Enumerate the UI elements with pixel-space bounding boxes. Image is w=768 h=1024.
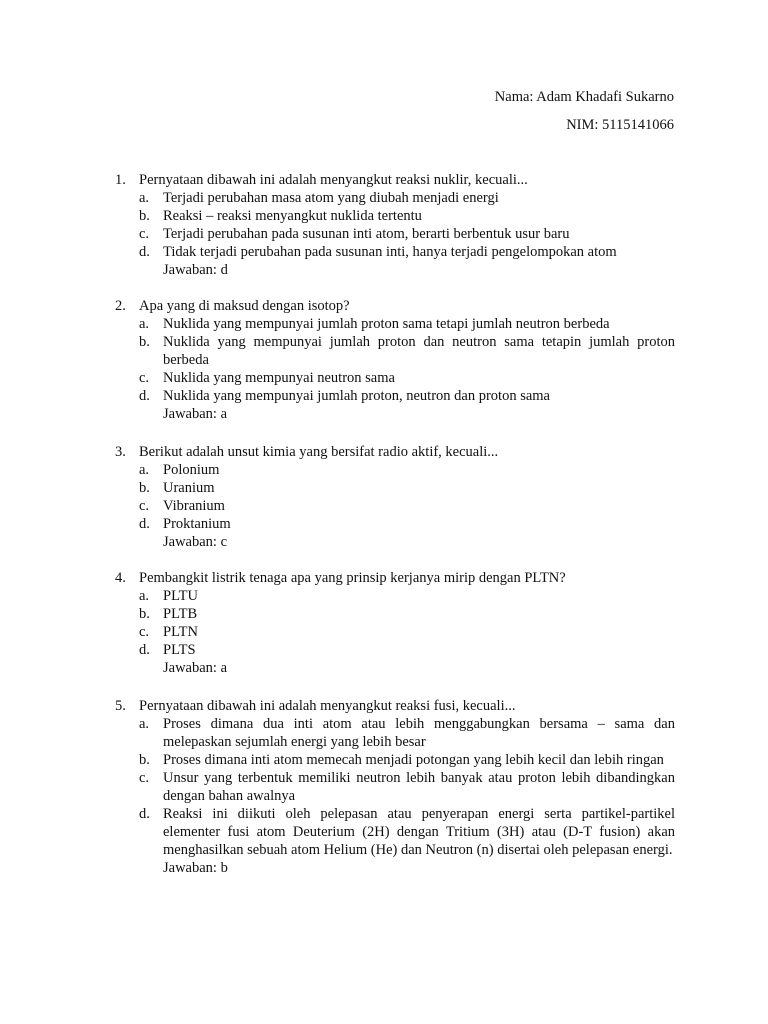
option-text: Unsur yang terbentuk memiliki neutron lebih banyak atau proton lebih dibandingkan dengan bahan awalnya [163, 770, 675, 804]
option-item [115, 387, 675, 405]
option-item [115, 515, 675, 533]
option-letter: a. [139, 588, 150, 604]
question-1 [115, 171, 675, 279]
option-letter: b. [139, 752, 150, 768]
option-letter: c. [139, 226, 150, 242]
option-item [115, 315, 675, 333]
option-letter: c. [139, 624, 150, 640]
option-letter: a. [139, 316, 150, 332]
option-item [115, 497, 675, 515]
option-text: Terjadi perubahan pada susunan inti atom, berarti berbentuk usur baru [163, 226, 570, 242]
option-list [115, 587, 675, 659]
option-letter: c. [139, 770, 150, 786]
question-row [115, 443, 675, 461]
answer-text: Jawaban: a [163, 406, 228, 422]
option-list [115, 315, 675, 405]
question-row [115, 171, 675, 189]
option-text: Nuklida yang mempunyai jumlah proton sama tetapi jumlah neutron berbeda [163, 316, 610, 332]
question-5 [115, 697, 675, 877]
option-letter: c. [139, 498, 150, 514]
option-letter: a. [139, 462, 150, 478]
student-name: Nama: Adam Khadafi Sukarno [494, 89, 674, 105]
question-text: Apa yang di maksud dengan isotop? [139, 298, 350, 314]
option-text: PLTN [163, 624, 198, 640]
option-text: PLTS [163, 642, 196, 658]
option-text: Tidak terjadi perubahan pada susunan inti, hanya terjadi pengelompokan atom [163, 244, 617, 260]
option-item [115, 587, 675, 605]
option-text: Polonium [163, 462, 220, 478]
option-letter: b. [139, 480, 150, 496]
question-row [115, 697, 675, 715]
option-item [115, 805, 675, 859]
option-list [115, 461, 675, 533]
option-item [115, 479, 675, 497]
option-letter: b. [139, 334, 150, 350]
option-item [115, 641, 675, 659]
question-2 [115, 297, 675, 423]
question-row [115, 569, 675, 587]
option-text: Proses dimana dua inti atom atau lebih menggabungkan bersama – sama dan melepaskan sejumlah energi yang lebih besar [163, 716, 675, 750]
question-3 [115, 443, 675, 551]
option-item [115, 369, 675, 387]
question-text: Pernyataan dibawah ini adalah menyangkut reaksi fusi, kecuali... [139, 698, 516, 714]
option-item [115, 605, 675, 623]
option-item [115, 769, 675, 805]
option-item [115, 243, 675, 261]
option-text: Terjadi perubahan masa atom yang diubah menjadi energi [163, 190, 499, 206]
option-item [115, 715, 675, 751]
option-item [115, 461, 675, 479]
option-text: Proktanium [163, 516, 231, 532]
option-list [115, 189, 675, 261]
option-text: Reaksi ini diikuti oleh pelepasan atau penyerapan energi serta partikel-partikel elementer fusi atom Deuterium (2H) dengan Tritium (3H) atau (D-T fusion) akan menghasilkan sebuah atom Helium (He) dan Neutron (n) disertai oleh pelepasan energi. [163, 806, 675, 858]
answer-text: Jawaban: a [163, 660, 228, 676]
option-letter: c. [139, 370, 150, 386]
answer-text: Jawaban: d [163, 262, 228, 278]
question-number: 1. [115, 172, 126, 188]
option-item [115, 751, 675, 769]
option-letter: d. [139, 642, 150, 658]
option-text: Nuklida yang mempunyai jumlah proton dan neutron sama tetapin jumlah proton berbeda [163, 334, 675, 368]
option-letter: d. [139, 516, 150, 532]
question-row [115, 297, 675, 315]
question-number: 5. [115, 698, 126, 714]
option-list [115, 715, 675, 859]
option-letter: a. [139, 190, 150, 206]
option-text: Proses dimana inti atom memecah menjadi potongan yang lebih kecil dan lebih ringan [163, 752, 664, 768]
option-letter: b. [139, 606, 150, 622]
option-letter: d. [139, 244, 150, 260]
question-number: 2. [115, 298, 126, 314]
option-letter: d. [139, 388, 150, 404]
option-text: PLTB [163, 606, 198, 622]
question-text: Pernyataan dibawah ini adalah menyangkut reaksi nuklir, kecuali... [139, 172, 528, 188]
option-item [115, 207, 675, 225]
option-item [115, 623, 675, 641]
option-text: Uranium [163, 480, 215, 496]
option-letter: d. [139, 806, 150, 822]
question-4 [115, 569, 675, 677]
student-nim: NIM: 5115141066 [566, 117, 674, 133]
option-text: Nuklida yang mempunyai neutron sama [163, 370, 395, 386]
question-number: 4. [115, 570, 126, 586]
question-text: Pembangkit listrik tenaga apa yang prinsip kerjanya mirip dengan PLTN? [139, 570, 566, 586]
option-text: Reaksi – reaksi menyangkut nuklida tertentu [163, 208, 422, 224]
option-letter: b. [139, 208, 150, 224]
option-text: Vibranium [163, 498, 225, 514]
option-letter: a. [139, 716, 150, 732]
answer-text: Jawaban: b [163, 860, 228, 876]
question-number: 3. [115, 444, 126, 460]
question-text: Berikut adalah unsut kimia yang bersifat radio aktif, kecuali... [139, 444, 499, 460]
option-item [115, 333, 675, 369]
option-text: PLTU [163, 588, 198, 604]
option-item [115, 225, 675, 243]
answer-text: Jawaban: c [163, 534, 228, 550]
option-item [115, 189, 675, 207]
option-text: Nuklida yang mempunyai jumlah proton, neutron dan proton sama [163, 388, 550, 404]
